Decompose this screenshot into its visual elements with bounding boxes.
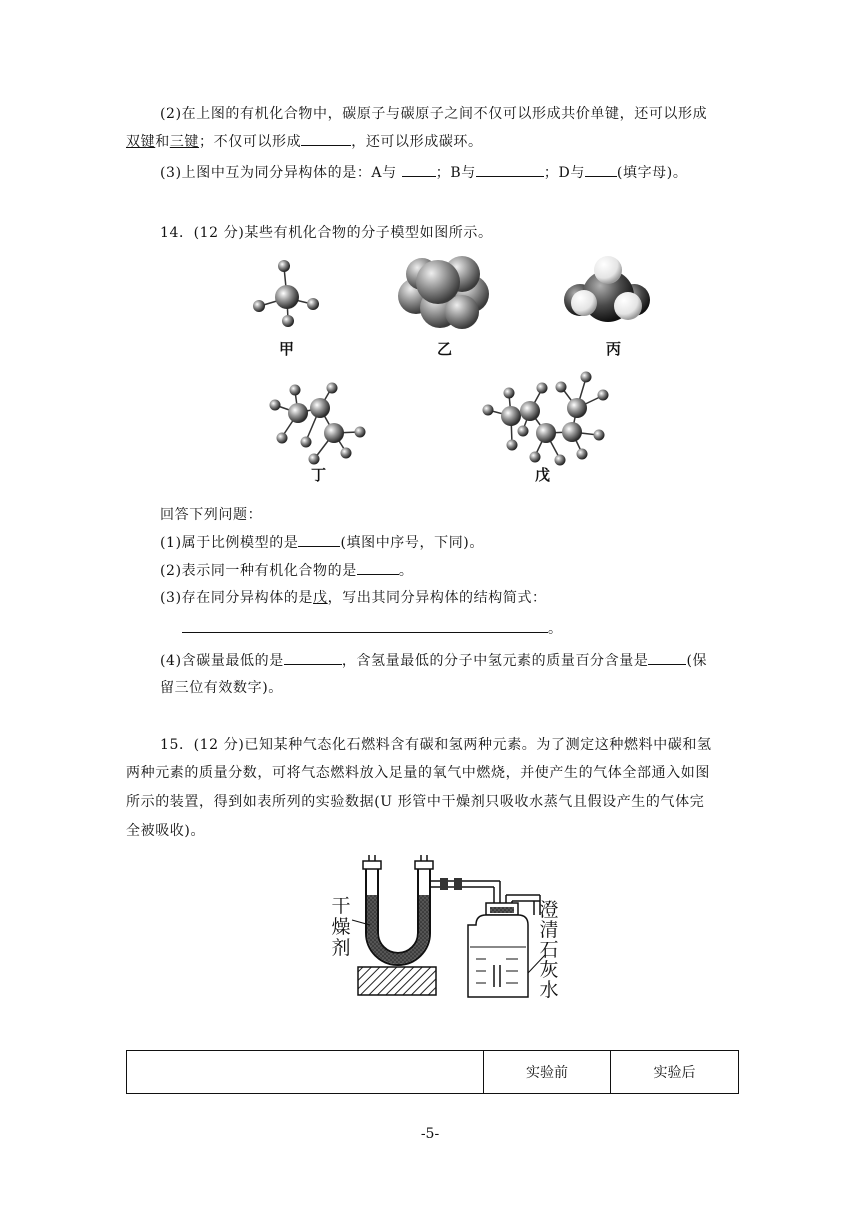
limewater-char: 灰 (539, 959, 559, 981)
experiment-data-table (126, 1050, 739, 1094)
molecule-models-figure (0, 248, 860, 508)
q13-part3-b: ；B与 (435, 165, 476, 181)
q13-part3 (160, 162, 687, 183)
q14-part1-a: (1)属于比例模型的是 (160, 535, 299, 551)
desiccant-char: 干 (331, 895, 351, 917)
triple-bond-text: 三键 (169, 134, 200, 150)
and-text: 和 (155, 134, 170, 150)
limewater-char: 水 (539, 979, 559, 1001)
wash-bottle (468, 915, 528, 997)
q14-part4-line2: 留三位有效数字)。 (160, 680, 283, 696)
q14-part1-b: (填图中序号，下同)。 (340, 535, 484, 551)
q14-part4-a: (4)含碳量最低的是 (160, 653, 284, 669)
q14-part3-line2 (182, 618, 563, 639)
q14-part2 (160, 560, 413, 581)
label-yi: 乙 (437, 340, 453, 358)
limewater-char: 石 (539, 939, 559, 961)
model-yi (398, 256, 489, 329)
q14-part3-end: 。 (548, 621, 563, 637)
model-jia (253, 260, 319, 327)
q15-line3: 所示的装置，得到如表所列的实验数据(U 形管中干燥剂只吸收水蒸气且假设产生的气体完 (126, 794, 705, 810)
desiccant-label (330, 896, 352, 959)
double-bond-text: 双键 (126, 134, 156, 150)
q15-line1: 15．(12 分)已知某种气态化石燃料含有碳和氢两种元素。为了测定这种燃料中碳和氢 (160, 737, 712, 753)
limewater-label (538, 900, 560, 1000)
table-header-cell (127, 1051, 484, 1094)
q13-part2-mid: ；不仅可以形成 (199, 134, 302, 150)
q14-intro: 回答下列问题： (160, 507, 263, 523)
label-wu: 戊 (535, 466, 551, 484)
table-header-after: 实验后 (611, 1051, 739, 1094)
stand-base (358, 967, 436, 995)
answer-blank[interactable] (298, 532, 340, 547)
q13-part2-line1: (2)在上图的有机化合物中，碳原子与碳原子之间不仅可以形成共价单键，还可以形成 (160, 106, 708, 122)
q15-line2: 两种元素的质量分数，可将气态燃料放入足量的氧气中燃烧，并使产生的气体全部通入如图 (126, 765, 710, 781)
answer-blank[interactable] (182, 618, 548, 633)
q14-part3-answer: 戊 (313, 590, 328, 606)
q14-part4 (160, 650, 707, 671)
q14-part4-b: ，含氢量最低的分子中氢元素的质量百分含量是 (341, 653, 649, 669)
table-header-row (127, 1051, 739, 1094)
q15-line4: 全被吸收)。 (126, 823, 206, 839)
q14-part3-c: ，写出其同分异构体的结构简式： (327, 590, 547, 606)
answer-blank[interactable] (648, 650, 686, 665)
model-wu (483, 372, 609, 466)
limewater-char: 澄 (539, 899, 559, 921)
q14-part2-a: (2)表示同一种有机化合物的是 (160, 563, 357, 579)
desiccant-char: 剂 (331, 937, 351, 959)
desiccant-char: 燥 (331, 916, 351, 938)
q13-part2-end: ，还可以形成碳环。 (351, 134, 483, 150)
label-jia: 甲 (279, 340, 295, 358)
q13-part3-d: (填字母)。 (616, 165, 688, 181)
limewater-char: 清 (539, 919, 559, 941)
q14-part2-b: 。 (398, 563, 414, 579)
q14-part1 (160, 532, 484, 553)
model-ding (270, 383, 366, 465)
answer-blank[interactable] (476, 162, 544, 177)
answer-blank[interactable] (402, 162, 436, 177)
answer-blank[interactable] (585, 162, 617, 177)
q14-part3-a: (3)存在同分异构体的是 (160, 590, 314, 606)
q14-part3 (160, 588, 547, 608)
q13-part3-c: ；D与 (543, 165, 585, 181)
table-header-before: 实验前 (484, 1051, 611, 1094)
answer-blank[interactable] (357, 560, 399, 575)
answer-blank[interactable] (301, 131, 351, 146)
label-bing: 丙 (606, 340, 622, 358)
q14-part4-c: (保 (686, 653, 708, 669)
model-bing (564, 256, 650, 322)
q14-title: 14．(12 分)某些有机化合物的分子模型如图所示。 (160, 225, 493, 241)
label-ding: 丁 (311, 466, 327, 484)
q13-part3-a: (3)上图中互为同分异构体的是：A与 (160, 165, 402, 181)
page-number: -5- (420, 1126, 440, 1142)
answer-blank[interactable] (284, 650, 342, 665)
q13-part2-line2 (126, 131, 483, 152)
